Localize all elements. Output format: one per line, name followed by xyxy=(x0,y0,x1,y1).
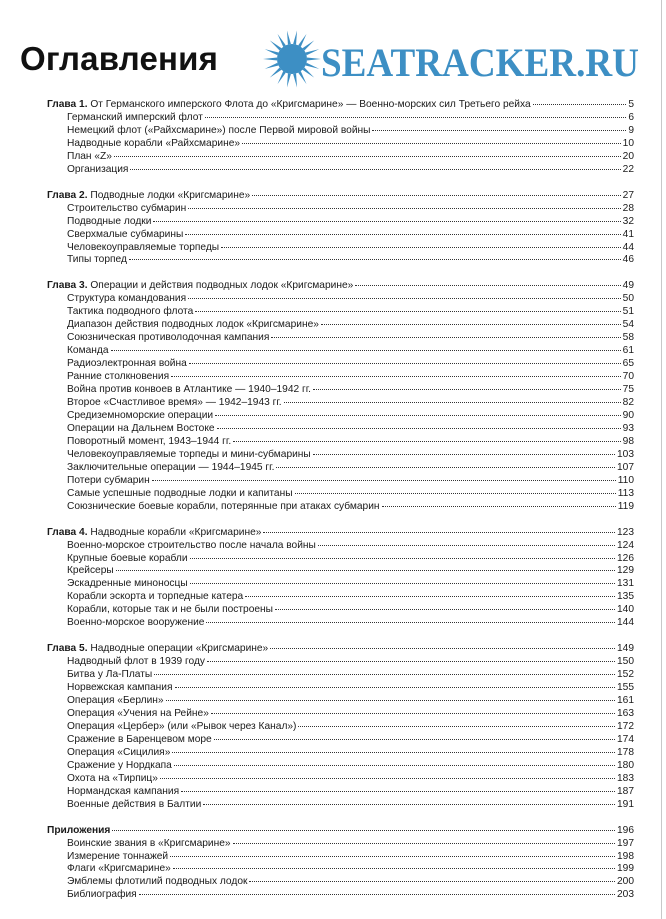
section-title: Эмблемы флотилий подводных лодок xyxy=(67,876,248,888)
toc-section-entry[interactable] xyxy=(47,449,634,462)
page-number: 61 xyxy=(622,345,634,357)
toc-chapter-group xyxy=(47,280,634,513)
section-title: Крупные боевые корабли xyxy=(67,552,188,564)
page-number: 198 xyxy=(617,850,634,862)
section-title: Корабли, которые так и не были построены xyxy=(67,604,273,616)
section-title: Радиоэлектронная война xyxy=(67,358,187,370)
dot-leader xyxy=(242,143,621,144)
section-title: Диапазон действия подводных лодок «Кригсмарине» xyxy=(67,319,319,331)
section-title: Корабли эскорта и торпедные катера xyxy=(67,591,244,603)
dot-leader xyxy=(172,752,615,753)
sun-ray xyxy=(265,63,279,69)
dot-leader xyxy=(355,285,620,286)
dot-leader xyxy=(221,247,621,248)
section-title: Операция «Цербер» (или «Рывок через Канал») xyxy=(67,720,297,732)
page-number: 155 xyxy=(617,682,634,694)
section-title: Команда xyxy=(67,345,109,357)
dot-leader xyxy=(190,558,615,559)
dot-leader xyxy=(185,234,620,235)
section-title: Типы торпед xyxy=(67,254,127,266)
chapter-title: Надводные операции «Кригсмарине» xyxy=(90,643,269,655)
toc-section-entry[interactable] xyxy=(47,553,634,566)
toc-section-entry[interactable] xyxy=(47,371,634,384)
dot-leader xyxy=(313,389,621,390)
toc-chapter-group xyxy=(47,99,634,177)
dot-leader xyxy=(321,324,621,325)
sun-ray xyxy=(278,34,286,47)
page-number: 140 xyxy=(617,604,634,616)
section-title: Надводные корабли «Райхсмарине» xyxy=(67,137,241,149)
page-number: 9 xyxy=(628,124,634,136)
dot-leader xyxy=(298,726,615,727)
toc-section-entry[interactable] xyxy=(47,669,634,682)
page-edge xyxy=(661,0,662,919)
toc-section-entry[interactable] xyxy=(47,721,634,734)
toc-section-entry[interactable] xyxy=(47,773,634,786)
sun-ray xyxy=(287,30,291,44)
section-title: Нормандская кампания xyxy=(67,785,180,797)
page-number: 110 xyxy=(617,474,634,486)
toc-section-entry[interactable] xyxy=(47,617,634,630)
toc-section-entry[interactable] xyxy=(47,112,634,125)
dot-leader xyxy=(382,506,616,507)
toc-section-entry[interactable] xyxy=(47,604,634,617)
toc-section-entry[interactable] xyxy=(47,332,634,345)
page-number: 113 xyxy=(617,487,634,499)
page-number: 107 xyxy=(617,461,634,473)
toc-chapter-entry[interactable] xyxy=(47,280,634,293)
page-number: 178 xyxy=(617,746,634,758)
dot-leader xyxy=(139,894,615,895)
table-of-contents xyxy=(47,99,634,915)
toc-section-entry[interactable] xyxy=(47,138,634,151)
section-title: Эскадренные миноносцы xyxy=(67,578,188,590)
section-title: Военно-морское вооружение xyxy=(67,617,205,629)
sun-ray xyxy=(270,67,282,77)
dot-leader xyxy=(195,311,620,312)
dot-leader xyxy=(189,363,621,364)
dot-leader xyxy=(190,583,615,584)
page-number: 187 xyxy=(617,785,634,797)
page-number: 126 xyxy=(617,552,634,564)
dot-leader xyxy=(112,830,615,831)
dot-leader xyxy=(181,791,615,792)
dot-leader xyxy=(154,674,615,675)
page-number: 161 xyxy=(617,695,634,707)
page-number: 123 xyxy=(617,526,634,538)
dot-leader xyxy=(175,687,615,688)
toc-section-entry[interactable] xyxy=(47,838,634,851)
dot-leader xyxy=(217,428,621,429)
section-title: Война против конвоев в Атлантике — 1940–1942 гг. xyxy=(67,384,312,396)
sun-ray xyxy=(278,71,286,84)
dot-leader xyxy=(211,713,615,714)
dot-leader xyxy=(170,856,615,857)
sun-ray xyxy=(306,49,320,55)
toc-section-entry[interactable] xyxy=(47,578,634,591)
toc-section-entry[interactable] xyxy=(47,863,634,876)
toc-section-entry[interactable] xyxy=(47,462,634,475)
dot-leader xyxy=(271,337,620,338)
page-number: 50 xyxy=(622,293,634,305)
toc-section-entry[interactable] xyxy=(47,216,634,229)
dot-leader xyxy=(249,881,615,882)
sun-ray xyxy=(263,58,277,61)
dot-leader xyxy=(318,545,615,546)
page-number: 129 xyxy=(617,565,634,577)
dot-leader xyxy=(111,350,621,351)
section-title: Строительство субмарин xyxy=(67,202,187,214)
page-number: 27 xyxy=(622,189,634,201)
page-number: 197 xyxy=(617,837,634,849)
page-number: 174 xyxy=(617,733,634,745)
sun-ray xyxy=(298,34,306,47)
sun-ray xyxy=(287,73,291,87)
chapter-title: Подводные лодки «Кригсмарине» xyxy=(90,189,251,201)
section-title: Сражение у Нордкапа xyxy=(67,759,172,771)
sun-ray xyxy=(306,63,320,69)
section-title: Операция «Берлин» xyxy=(67,695,164,707)
section-title: Организация xyxy=(67,163,129,175)
page-number: 65 xyxy=(622,358,634,370)
toc-section-entry[interactable] xyxy=(47,164,634,177)
page-number: 124 xyxy=(617,539,634,551)
toc-section-entry[interactable] xyxy=(47,345,634,358)
toc-section-entry[interactable] xyxy=(47,410,634,423)
dot-leader xyxy=(295,493,616,494)
toc-section-entry[interactable] xyxy=(47,591,634,604)
page-number: 20 xyxy=(622,150,634,162)
page-number: 70 xyxy=(622,371,634,383)
toc-section-entry[interactable] xyxy=(47,293,634,306)
page-number: 46 xyxy=(622,254,634,266)
page-number: 5 xyxy=(628,99,634,110)
section-title: Союзнические боевые корабли, потерянные при атаках субмарин xyxy=(67,500,380,512)
toc-section-entry[interactable] xyxy=(47,695,634,708)
page-number: 152 xyxy=(617,669,634,681)
dot-leader xyxy=(233,843,615,844)
toc-section-entry[interactable] xyxy=(47,423,634,436)
toc-section-entry[interactable] xyxy=(47,760,634,773)
dot-leader xyxy=(372,130,626,131)
page-number: 93 xyxy=(622,422,634,434)
toc-section-entry[interactable] xyxy=(47,488,634,501)
toc-section-entry[interactable] xyxy=(47,358,634,371)
section-title: Человекоуправляемые торпеды xyxy=(67,241,220,253)
page-title: Оглавления xyxy=(20,40,219,77)
sun-ray xyxy=(307,58,321,61)
toc-section-entry[interactable] xyxy=(47,656,634,669)
sun-icon xyxy=(263,30,321,87)
section-title: Операция «Учения на Рейне» xyxy=(67,707,209,719)
section-title: Военно-морское строительство после начала войны xyxy=(67,539,316,551)
toc-section-entry[interactable] xyxy=(47,229,634,242)
section-title: Сверхмалые субмарины xyxy=(67,228,184,240)
toc-section-entry[interactable] xyxy=(47,889,634,902)
page-number: 191 xyxy=(617,798,634,810)
dot-leader xyxy=(153,221,620,222)
section-title: Поворотный момент, 1943–1944 гг. xyxy=(67,435,232,447)
section-title: Немецкий флот («Райхсмарине») после Первой мировой войны xyxy=(67,124,371,136)
dot-leader xyxy=(166,700,615,701)
toc-section-entry[interactable] xyxy=(47,540,634,553)
chapter-number: Глава 1. xyxy=(47,99,88,110)
page-number: 180 xyxy=(617,759,634,771)
toc-chapter-group xyxy=(47,643,634,811)
toc-chapter-entry[interactable] xyxy=(47,99,634,112)
toc-section-entry[interactable] xyxy=(47,384,634,397)
dot-leader xyxy=(171,376,621,377)
page-number: 10 xyxy=(622,137,634,149)
dot-leader xyxy=(233,441,620,442)
sun-ray xyxy=(293,30,297,44)
page-number: 90 xyxy=(622,409,634,421)
dot-leader xyxy=(114,156,621,157)
toc-chapter-group xyxy=(47,825,634,903)
page-number: 6 xyxy=(628,111,634,123)
page-number: 49 xyxy=(622,280,634,292)
toc-section-entry[interactable] xyxy=(47,747,634,760)
toc-chapter-entry[interactable] xyxy=(47,825,634,838)
dot-leader xyxy=(284,402,621,403)
section-title: Библиография xyxy=(67,889,137,901)
chapter-number: Глава 4. xyxy=(47,526,88,538)
toc-section-entry[interactable] xyxy=(47,254,634,267)
dot-leader xyxy=(270,648,615,649)
page-number: 103 xyxy=(617,448,634,460)
dot-leader xyxy=(214,739,615,740)
dot-leader xyxy=(129,259,621,260)
sun-ray xyxy=(265,49,279,55)
chapter-title: Операции и действия подводных лодок «Кригсмарине» xyxy=(90,280,354,292)
sun-ray xyxy=(298,71,306,84)
page-number: 183 xyxy=(617,772,634,784)
sun-ray xyxy=(302,40,314,50)
dot-leader xyxy=(263,532,615,533)
toc-section-entry[interactable] xyxy=(47,151,634,164)
page-number: 163 xyxy=(617,707,634,719)
chapter-number: Глава 3. xyxy=(47,280,88,292)
section-title: Структура командования xyxy=(67,293,187,305)
dot-leader xyxy=(252,195,620,196)
page-number: 144 xyxy=(617,617,634,629)
watermark-text: SEATRACKER.RU xyxy=(321,40,639,85)
section-title: Операция «Сицилия» xyxy=(67,746,171,758)
section-title: Охота на «Тирпиц» xyxy=(67,772,158,784)
section-title: Ранние столкновения xyxy=(67,371,170,383)
page-number: 203 xyxy=(617,889,634,901)
section-title: Союзническая противолодочная кампания xyxy=(67,332,270,344)
section-title: Германский имперский флот xyxy=(67,111,203,123)
section-title: Сражение в Баренцевом море xyxy=(67,733,212,745)
dot-leader xyxy=(215,415,621,416)
toc-section-entry[interactable] xyxy=(47,306,634,319)
page-number: 149 xyxy=(617,643,634,655)
page-number: 131 xyxy=(617,578,634,590)
section-title: Средиземноморские операции xyxy=(67,409,214,421)
toc-section-entry[interactable] xyxy=(47,786,634,799)
dot-leader xyxy=(206,622,615,623)
page-number: 28 xyxy=(622,202,634,214)
page-number: 98 xyxy=(622,435,634,447)
toc-section-entry[interactable] xyxy=(47,475,634,488)
section-title: Воинские звания в «Кригсмарине» xyxy=(67,837,231,849)
dot-leader xyxy=(533,104,627,105)
page-number: 22 xyxy=(622,163,634,175)
toc-section-entry[interactable] xyxy=(47,876,634,889)
dot-leader xyxy=(203,804,615,805)
dot-leader xyxy=(205,117,626,118)
section-title: Заключительные операции — 1944–1945 гг. xyxy=(67,461,275,473)
section-title: Самые успешные подводные лодки и капитаны xyxy=(67,487,293,499)
toc-section-entry[interactable] xyxy=(47,501,634,514)
page-number: 199 xyxy=(617,863,634,875)
toc-section-entry[interactable] xyxy=(47,682,634,695)
dot-leader xyxy=(188,298,621,299)
section-title: Тактика подводного флота xyxy=(67,306,194,318)
section-title: Операции на Дальнем Востоке xyxy=(67,422,215,434)
toc-section-entry[interactable] xyxy=(47,397,634,410)
section-title: Измерение тоннажей xyxy=(67,850,169,862)
sun-ray xyxy=(293,73,297,87)
page-number: 200 xyxy=(617,876,634,888)
toc-chapter-group xyxy=(47,527,634,631)
page-number: 119 xyxy=(617,500,634,512)
toc-section-entry[interactable] xyxy=(47,319,634,332)
chapter-title: Надводные корабли «Кригсмарине» xyxy=(90,526,262,538)
watermark-logo xyxy=(262,28,652,90)
page-number: 150 xyxy=(617,656,634,668)
toc-section-entry[interactable] xyxy=(47,799,634,812)
toc-section-entry[interactable] xyxy=(47,203,634,216)
chapter-number: Глава 2. xyxy=(47,189,88,201)
page-number: 58 xyxy=(622,332,634,344)
section-title: Подводные лодки xyxy=(67,215,152,227)
toc-chapter-entry[interactable] xyxy=(47,190,634,203)
dot-leader xyxy=(276,467,615,468)
page-number: 32 xyxy=(622,215,634,227)
section-title: Надводный флот в 1939 году xyxy=(67,656,205,668)
section-title: Битва у Ла-Платы xyxy=(67,669,153,681)
page-number: 135 xyxy=(617,591,634,603)
chapter-title: От Германского имперского Флота до «Кригсмарине» — Военно-морских сил Третьего рейха xyxy=(90,99,531,110)
toc-section-entry[interactable] xyxy=(47,125,634,138)
dot-leader xyxy=(188,208,620,209)
toc-chapter-group xyxy=(47,190,634,268)
section-title: Крейсеры xyxy=(67,565,114,577)
toc-section-entry[interactable] xyxy=(47,851,634,864)
page-number: 75 xyxy=(622,384,634,396)
chapter-number: Глава 5. xyxy=(47,643,88,655)
page-number: 196 xyxy=(617,824,634,836)
section-title: Второе «Счастливое время» — 1942–1943 гг. xyxy=(67,397,282,409)
dot-leader xyxy=(245,596,615,597)
page-number: 51 xyxy=(622,306,634,318)
sun-ray xyxy=(270,40,282,50)
dot-leader xyxy=(207,661,615,662)
toc-chapter-entry[interactable] xyxy=(47,527,634,540)
section-title: Человекоуправляемые торпеды и мини-субмарины xyxy=(67,448,311,460)
toc-section-entry[interactable] xyxy=(47,565,634,578)
dot-leader xyxy=(160,778,615,779)
toc-section-entry[interactable] xyxy=(47,708,634,721)
page-number: 44 xyxy=(622,241,634,253)
toc-chapter-entry[interactable] xyxy=(47,643,634,656)
section-title: Флаги «Кригсмарине» xyxy=(67,863,171,875)
section-title: План «Z» xyxy=(67,150,112,162)
page-number: 54 xyxy=(622,319,634,331)
dot-leader xyxy=(275,609,615,610)
page-number: 82 xyxy=(622,397,634,409)
dot-leader xyxy=(174,765,615,766)
section-title: Военные действия в Балтии xyxy=(67,798,202,810)
toc-section-entry[interactable] xyxy=(47,734,634,747)
section-title: Потери субмарин xyxy=(67,474,150,486)
dot-leader xyxy=(152,480,616,481)
dot-leader xyxy=(173,868,615,869)
toc-section-entry[interactable] xyxy=(47,436,634,449)
page-number: 41 xyxy=(622,228,634,240)
toc-section-entry[interactable] xyxy=(47,242,634,255)
section-title: Норвежская кампания xyxy=(67,682,173,694)
dot-leader xyxy=(116,570,615,571)
sun-ray xyxy=(302,67,314,77)
page-number: 172 xyxy=(617,720,634,732)
chapter-number: Приложения xyxy=(47,824,111,836)
dot-leader xyxy=(313,454,615,455)
dot-leader xyxy=(130,169,620,170)
